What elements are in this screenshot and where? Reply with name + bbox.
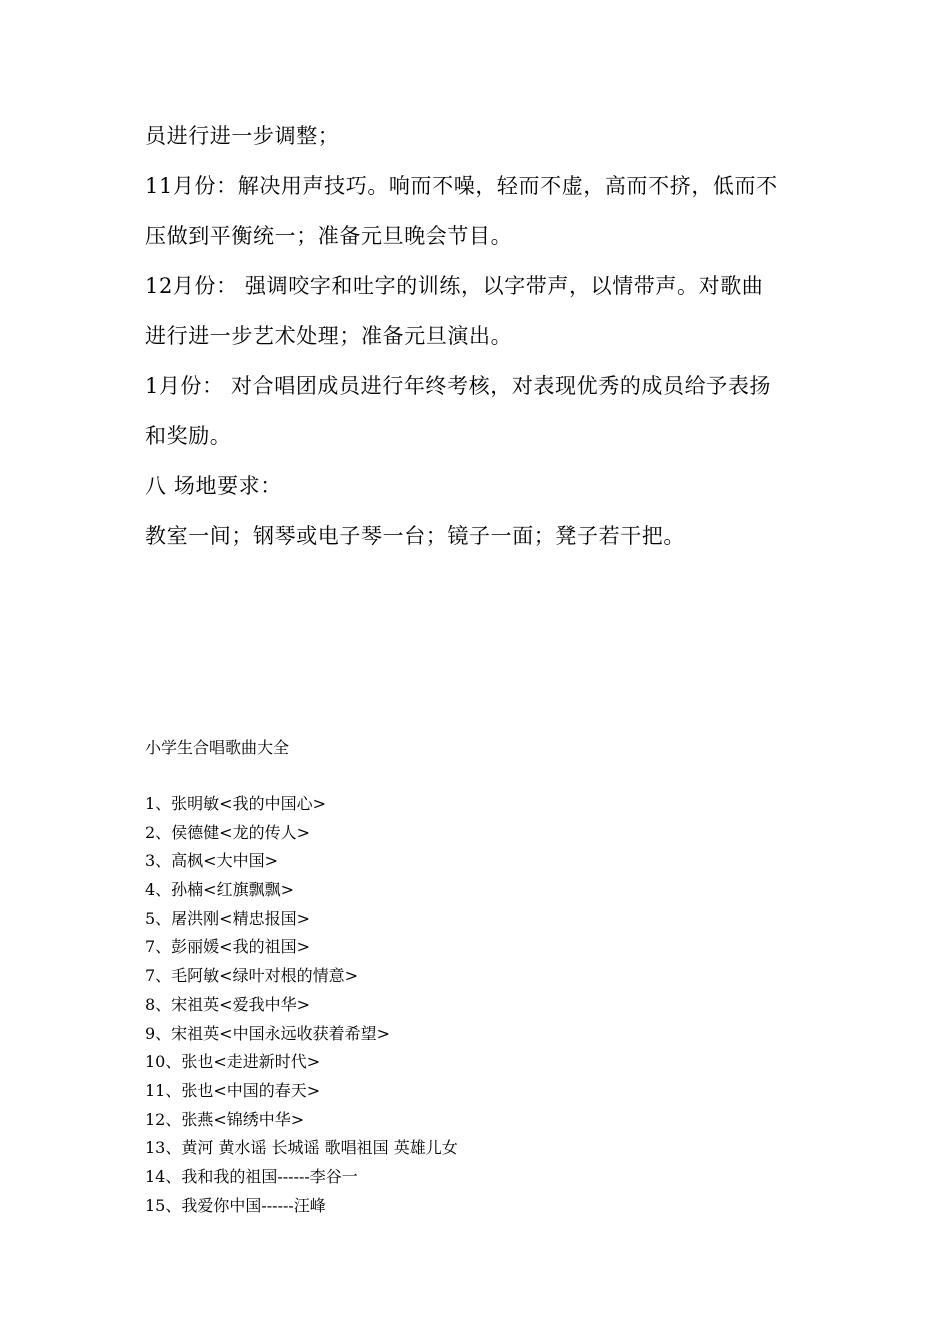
list-item: 8、宋祖英<爱我中华> xyxy=(145,994,310,1014)
list-item: 2、侯德健<龙的传人> xyxy=(145,822,310,842)
paragraph-line: 压做到平衡统一；准备元旦晚会节目。 xyxy=(145,224,513,248)
paragraph-line: 1月份： 对合唱团成员进行年终考核，对表现优秀的成员给予表扬 xyxy=(145,374,772,398)
list-item: 1、张明敏<我的中国心> xyxy=(145,794,326,813)
list-item: 3、高枫<大中国> xyxy=(145,851,278,871)
list-item: 13、黄河 黄水谣 长城谣 歌唱祖国 英雄儿女 xyxy=(145,1138,458,1158)
song-list-title: 小学生合唱歌曲大全 xyxy=(145,738,290,757)
list-item: 10、张也<走进新时代> xyxy=(145,1052,321,1072)
section-heading: 八 场地要求： xyxy=(145,474,282,498)
paragraph-line: 员进行进一步调整； xyxy=(145,124,340,148)
list-item: 12、张燕<锦绣中华> xyxy=(145,1109,305,1129)
list-item: 9、宋祖英<中国永远收获着希望> xyxy=(145,1023,390,1043)
list-item: 11、张也<中国的春天> xyxy=(145,1080,321,1100)
paragraph-line: 和奖励。 xyxy=(145,424,232,448)
paragraph-line: 进行进一步艺术处理；准备元旦演出。 xyxy=(145,324,513,348)
list-item: 4、孙楠<红旗飘飘> xyxy=(145,880,294,900)
list-item: 7、彭丽媛<我的祖国> xyxy=(145,937,310,957)
list-item: 14、我和我的祖国------李谷一 xyxy=(145,1166,358,1186)
list-item: 15、我爱你中国------汪峰 xyxy=(145,1195,326,1215)
paragraph-line: 12月份： 强调咬字和吐字的训练，以字带声，以情带声。对歌曲 xyxy=(145,274,764,298)
paragraph-line: 教室一间；钢琴或电子琴一台；镜子一面；凳子若干把。 xyxy=(145,524,685,548)
paragraph-line: 11月份：解决用声技巧。响而不噪，轻而不虚，高而不挤，低而不 xyxy=(145,174,778,198)
list-item: 5、屠洪刚<精忠报国> xyxy=(145,908,310,928)
list-item: 7、毛阿敏<绿叶对根的情意> xyxy=(145,966,358,986)
song-list xyxy=(145,790,458,1220)
